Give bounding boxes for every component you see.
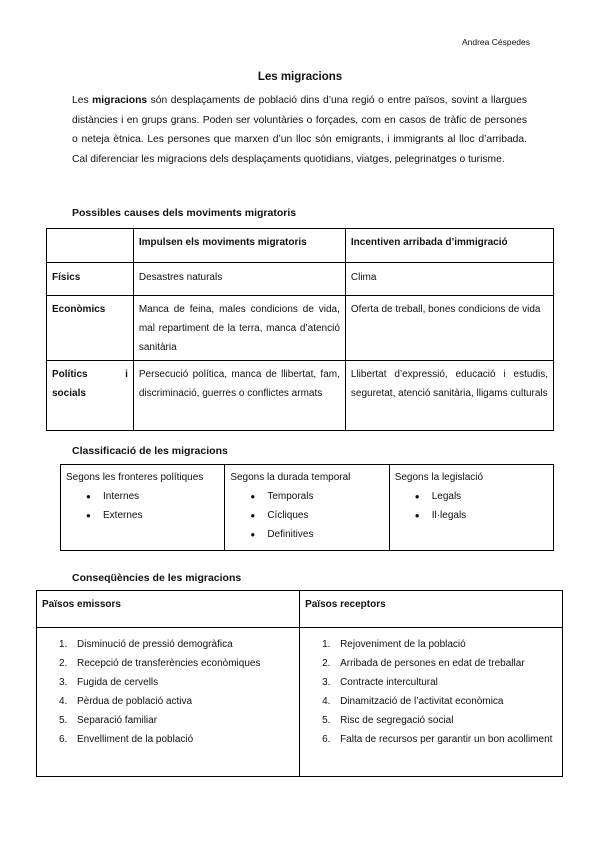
- intro-paragraph: [72, 91, 527, 169]
- table-cell: [47, 229, 134, 263]
- list-number: 3.: [322, 677, 331, 688]
- intro-text-start: Les: [72, 95, 93, 106]
- label-line: [52, 365, 128, 384]
- table-cell: Persecució política, manca de llibertat, fam, discriminació, guerres o conflictes armats: [133, 361, 345, 431]
- list-number: 2.: [59, 658, 68, 669]
- list-item: [308, 711, 554, 730]
- list-item: ● Temporals: [230, 487, 383, 506]
- list-item: [45, 673, 291, 692]
- list-text: Risc de segregació social: [340, 715, 454, 726]
- classification-heading: Classificació de les migracions: [72, 445, 228, 457]
- table-cell: Oferta de treball, bones condicions de vida: [345, 296, 553, 361]
- classification-column-borders: [61, 465, 225, 551]
- causes-table: [46, 228, 554, 431]
- list-item: [45, 711, 291, 730]
- classification-table: [60, 464, 554, 551]
- column-header-receivers: Països receptors: [300, 591, 563, 628]
- list-item: ● Definitives: [230, 525, 383, 544]
- list-item: [308, 692, 554, 711]
- table-row: [61, 465, 554, 551]
- table-row: [47, 361, 554, 431]
- column-header-emitters: Països emissors: [37, 591, 300, 628]
- table-row: [47, 296, 554, 361]
- list-text: Recepció de transferències econòmiques: [77, 658, 261, 669]
- list-text: Fugida de cervells: [77, 677, 159, 688]
- consequences-heading: Conseqüències de les migracions: [72, 572, 242, 584]
- label-word: i: [125, 369, 128, 380]
- table-row: [37, 591, 563, 628]
- table-cell: Clima: [345, 263, 553, 296]
- list-number: 5.: [59, 715, 68, 726]
- table-cell: Manca de feina, males condicions de vida, mal repartiment de la terra, manca d’atenció sanitària: [133, 296, 345, 361]
- row-label-political-social: [47, 361, 134, 431]
- column-header-push: Impulsen els moviments migratoris: [133, 229, 345, 263]
- column-header-pull: Incentiven arribada d’immigració: [345, 229, 553, 263]
- bullet-list: [395, 487, 548, 525]
- column-title: Segons la durada temporal: [230, 472, 351, 483]
- list-number: 6.: [59, 734, 68, 745]
- list-number: 1.: [59, 639, 68, 650]
- list-text: Dinamització de l’activitat econòmica: [340, 696, 504, 707]
- column-title: Segons les fronteres polítiques: [66, 472, 204, 483]
- intro-keyword: migracions: [92, 95, 148, 106]
- causes-heading: Possibles causes dels moviments migratoris: [72, 207, 297, 219]
- consequences-table: [36, 590, 563, 777]
- numbered-list: [45, 635, 291, 749]
- bullet-list: [66, 487, 219, 525]
- table-row: [37, 628, 563, 777]
- list-item: [308, 635, 554, 654]
- table-cell: Desastres naturals: [133, 263, 345, 296]
- list-item: [45, 635, 291, 654]
- list-text: Contracte intercultural: [340, 677, 438, 688]
- list-item: [308, 654, 554, 673]
- list-text: Envelliment de la població: [77, 734, 194, 745]
- table-cell: Llibertat d’expressió, educació i estudis, seguretat, atenció sanitària, lligams culturals: [345, 361, 553, 431]
- list-number: 1.: [322, 639, 331, 650]
- bullet-list: [230, 487, 383, 544]
- table-row: [47, 263, 554, 296]
- intro-text-rest: són desplaçaments de població dins d’una regió o entre països, sovint a llargues distàncies i en grups grans. Poden ser voluntàries o forçades, com en casos de tràfic de persones o neteja ètnica. Les persones que marxen d’un lloc són emigrants, i immigrants al lloc d’arribada. Cal diferenciar les migracions dels desplaçaments quotidians, viatges, pelegrinatges o turisme.: [72, 95, 527, 165]
- list-item: [45, 730, 291, 749]
- list-number: 3.: [59, 677, 68, 688]
- list-item: [308, 673, 554, 692]
- list-item: ● Il·legals: [395, 506, 548, 525]
- list-text: Disminució de pressió demogràfica: [77, 639, 233, 650]
- document-title: Les migracions: [257, 71, 343, 83]
- list-text: Rejoveniment de la població: [340, 639, 466, 650]
- author-name: Andrea Céspedes: [461, 37, 530, 47]
- emitters-cell: [37, 628, 300, 777]
- table-row: [47, 229, 554, 263]
- list-number: 5.: [322, 715, 331, 726]
- list-text: Falta de recursos per garantir un bon acolliment: [340, 734, 553, 745]
- list-text: Arribada de persones en edat de treballar: [340, 658, 525, 669]
- label-line: socials: [52, 388, 86, 399]
- classification-column-duration: [225, 465, 389, 551]
- list-item: [45, 654, 291, 673]
- label-word: Polítics: [52, 369, 88, 380]
- list-item: ● Cícliques: [230, 506, 383, 525]
- list-item: ● Internes: [66, 487, 219, 506]
- list-text: Separació familiar: [77, 715, 158, 726]
- row-label-economic: Econòmics: [47, 296, 134, 361]
- list-number: 6.: [322, 734, 331, 745]
- list-item: [308, 730, 554, 749]
- list-number: 4.: [59, 696, 68, 707]
- classification-column-legislation: [389, 465, 553, 551]
- list-text: Pèrdua de població activa: [77, 696, 193, 707]
- receivers-cell: [300, 628, 563, 777]
- list-item: ● Legals: [395, 487, 548, 506]
- list-number: 4.: [322, 696, 331, 707]
- column-title: Segons la legislació: [394, 472, 484, 483]
- numbered-list: [308, 635, 554, 749]
- list-item: ● Externes: [66, 506, 219, 525]
- list-number: 2.: [322, 658, 331, 669]
- list-item: [45, 692, 291, 711]
- row-label-physical: Físics: [47, 263, 134, 296]
